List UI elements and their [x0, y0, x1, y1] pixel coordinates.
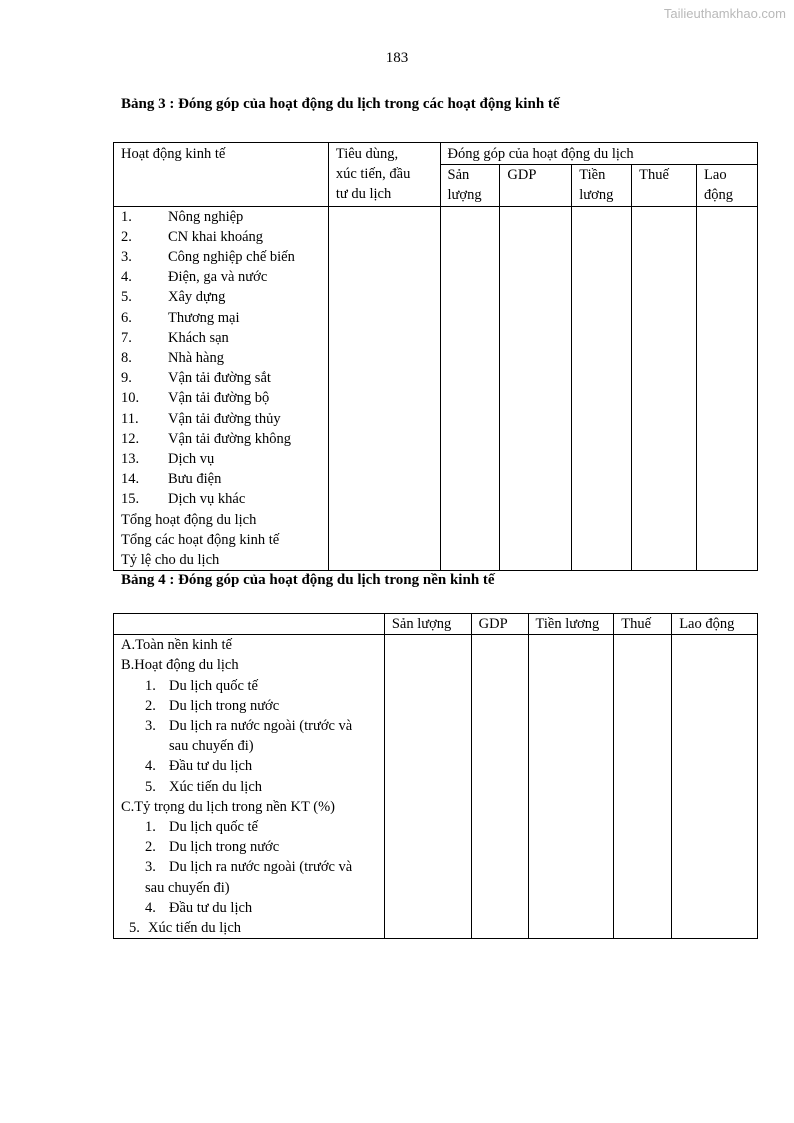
list-item: 9. Vận tải đường sắt [121, 370, 271, 387]
watermark-text: Tailieuthamkhao.com [663, 6, 786, 21]
list-item: 13. Dịch vụ [121, 451, 215, 468]
total-row: Tổng các hoạt động kinh tế [121, 531, 280, 548]
table4-cell-wages [528, 635, 614, 939]
table3-head-gdp: GDP [500, 165, 572, 206]
page-number: 183 [385, 50, 409, 66]
list-item: 3. Công nghiệp chế biến [121, 249, 295, 266]
list-item: 2. CN khai khoáng [121, 228, 264, 245]
head-line: lượng [447, 187, 482, 204]
list-item: 2. Du lịch trong nước [145, 839, 280, 856]
list-item: 4. Điện, ga và nước [121, 269, 268, 286]
table4-head-gdp: GDP [471, 614, 528, 635]
table4-head-labor: Lao động [672, 614, 758, 635]
table3-cell-tax [632, 206, 697, 571]
list-item: 15. Dịch vụ khác [121, 491, 246, 508]
list-item: 8. Nhà hàng [121, 350, 224, 367]
table3-caption: Bảng 3 : Đóng góp của hoạt động du lịch trong các hoạt động kinh tế [121, 96, 560, 112]
head-line: Sản [447, 167, 470, 184]
list-item: 5. Xúc tiến du lịch [129, 920, 242, 937]
head-line: Lao [704, 167, 727, 184]
head-line: động [704, 187, 734, 204]
list-item: 4. Đầu tư du lịch [145, 899, 253, 916]
list-item: 5. Xây dựng [121, 289, 226, 306]
list-item: 3. Du lịch ra nước ngoài (trước và [145, 718, 353, 735]
table3-head-labor [697, 165, 758, 206]
table3-head-wages [572, 165, 632, 206]
list-item: 3. Du lịch ra nước ngoài (trước và [145, 859, 353, 876]
list-item-continued: sau chuyến đi) [145, 879, 230, 896]
list-item: 2. Du lịch trong nước [145, 697, 280, 714]
list-item: 5. Xúc tiến du lịch [145, 778, 263, 795]
table4-section-list [114, 635, 385, 939]
list-item: 4. Đầu tư du lịch [145, 758, 253, 775]
section-a: A.Toàn nền kinh tế [121, 637, 232, 654]
table4-head-tax: Thuế [614, 614, 672, 635]
head-line: lương [579, 187, 614, 204]
table3-cell-consume [328, 206, 440, 571]
list-item: 6. Thương mại [121, 309, 240, 326]
table3-cell-output [440, 206, 500, 571]
table3-cell-labor [697, 206, 758, 571]
table4-cell-labor [672, 635, 758, 939]
list-item: 11. Vận tải đường thủy [121, 410, 281, 427]
list-item: 1. Du lịch quốc tế [145, 819, 258, 836]
table4-cell-tax [614, 635, 672, 939]
table3-head-tax: Thuế [632, 165, 697, 206]
table3-head-consume [328, 143, 440, 207]
table3 [113, 142, 758, 571]
table4-head-output: Sản lượng [384, 614, 471, 635]
total-row: Tỷ lệ cho du lịch [121, 552, 220, 569]
head-line: tư du lịch [335, 186, 392, 203]
list-item: 1. Du lịch quốc tế [145, 677, 258, 694]
table3-head-group: Đóng góp của hoạt động du lịch [440, 143, 757, 165]
table4 [113, 613, 758, 939]
total-row: Tổng hoạt động du lịch [121, 511, 257, 528]
table3-activity-list [114, 206, 329, 571]
table3-cell-wages [572, 206, 632, 571]
head-line: Tiền [579, 167, 606, 184]
table4-caption: Bảng 4 : Đóng góp của hoạt động du lịch trong nền kinh tế [121, 572, 495, 588]
list-item: 14. Bưu điện [121, 471, 222, 488]
table4-head-blank [114, 614, 385, 635]
list-item: 1. Nông nghiệp [121, 208, 244, 225]
head-line: xúc tiến, đầu [335, 166, 411, 183]
list-item: 10. Vận tải đường bộ [121, 390, 270, 407]
table4-head-wages: Tiền lương [528, 614, 614, 635]
table4-cell-output [384, 635, 471, 939]
head-line: Tiêu dùng, [335, 146, 399, 162]
section-c: C.Tỷ trọng du lịch trong nền KT (%) [121, 798, 335, 815]
table3-cell-gdp [500, 206, 572, 571]
list-item: 12. Vận tải đường không [121, 430, 292, 447]
table3-head-output [440, 165, 500, 206]
table4-cell-gdp [471, 635, 528, 939]
table3-head-activity: Hoạt động kinh tế [114, 143, 329, 207]
section-b: B.Hoạt động du lịch [121, 657, 239, 674]
list-item: 7. Khách sạn [121, 329, 229, 346]
list-item-continued: sau chuyến đi) [169, 738, 254, 755]
